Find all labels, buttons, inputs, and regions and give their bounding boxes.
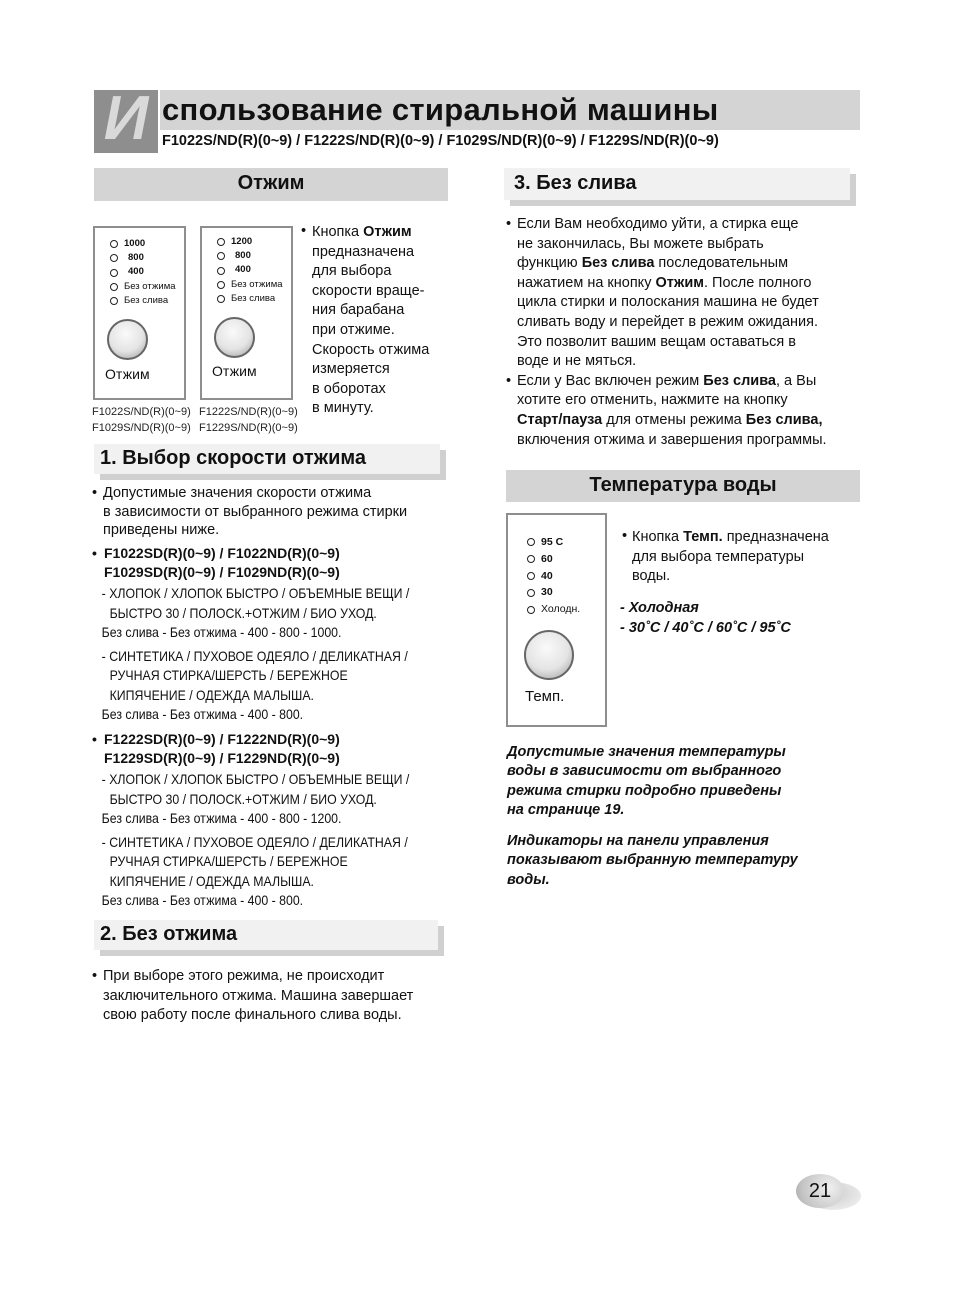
spin-button-label: Отжим: [105, 366, 150, 382]
led-indicator: 1200: [217, 235, 283, 249]
led-icon: [527, 606, 535, 614]
led-indicator: Холодн.: [527, 601, 580, 618]
led-indicator: Без слива: [110, 294, 176, 308]
led-indicator: 400: [110, 265, 176, 279]
no-drain-para-1: • Если Вам необходимо уйти, а стирка еще не закончилась, Вы можете выбрать функцию Без слива последовательным нажатием на кнопку Отжим. После полного цикла стирки и полоскания машина не будет сливать воду и перейдет в режим ожидания. Это позволит вашим вещам оставаться в воде и не мяться.: [506, 216, 819, 370]
led-icon: [110, 240, 118, 248]
led-icon: [527, 572, 535, 580]
led-icon: [217, 281, 225, 289]
temperature-banner-label: Температура воды: [589, 474, 777, 496]
bullet-icon: •: [506, 216, 512, 232]
program-list: - ХЛОПОК / ХЛОПОК БЫСТРО / ОБЪЕМНЫЕ ВЕЩИ / БЫСТРО 30 / ПОЛОСК.+ОТЖИМ / БИО УХОД. Без слива - Без отжима - 400 - 800 - 1000. - СИНТЕТИКА / ПУХОВОЕ ОДЕЯЛО / ДЕЛИКАТНАЯ / РУЧНАЯ СТИРКА/ШЕРСТЬ / БЕРЕЖНОЕ КИПЯЧЕНИЕ / ОДЕЖДА МАЛЫША. Без слива - Без отжима - 400 - 800.: [92, 584, 462, 725]
led-icon: [110, 283, 118, 291]
model-group-2: [92, 730, 462, 911]
led-indicator: 1000: [110, 237, 176, 251]
led-indicator: 800: [217, 249, 283, 263]
model-list: F1022S/ND(R)(0~9) / F1222S/ND(R)(0~9) / F1029S/ND(R)(0~9) / F1229S/ND(R)(0~9): [162, 133, 719, 149]
temperature-description: • Кнопка Темп. предназначена для выбора температуры воды.: [622, 528, 829, 584]
led-indicator: Без отжима: [217, 278, 283, 292]
section-heading-spin-speed: 1. Выбор скорости отжима: [94, 444, 440, 474]
model-group-title: • F1222SD(R)(0~9) / F1222ND(R)(0~9) F1229SD(R)(0~9) / F1229ND(R)(0~9): [92, 731, 340, 766]
page-title: спользование стиральной машины: [162, 92, 719, 127]
bullet-icon: •: [92, 545, 97, 561]
led-list: [110, 237, 176, 308]
spin-button[interactable]: [214, 317, 255, 358]
temperature-options: - Холодная - 30˚C / 40˚C / 60˚C / 95˚C: [620, 600, 791, 636]
led-icon: [110, 254, 118, 262]
led-indicator: 800: [110, 251, 176, 265]
spin-speed-intro: • Допустимые значения скорости отжима в зависимости от выбранного режима стирки приведены ниже.: [92, 485, 408, 539]
bullet-icon: •: [92, 968, 98, 984]
led-list: [527, 534, 580, 618]
led-icon: [110, 297, 118, 305]
led-list: [217, 235, 283, 306]
temperature-note-1: Допустимые значения температуры воды в зависимости от выбранного режима стирки подробно приведены на странице 19.: [507, 744, 786, 818]
led-icon: [527, 589, 535, 597]
spin-banner: [94, 168, 448, 201]
temperature-panel: [506, 513, 607, 727]
led-icon: [217, 238, 225, 246]
temperature-button[interactable]: [524, 630, 574, 680]
spin-button[interactable]: [107, 319, 148, 360]
bullet-icon: •: [92, 731, 97, 747]
speed-values: Без слива - Без отжима - 400 - 800 - 1200.: [101, 810, 342, 826]
speed-values: Без слива - Без отжима - 400 - 800 - 1000.: [101, 624, 342, 640]
led-indicator: 400: [217, 263, 283, 277]
led-indicator: 40: [527, 568, 580, 585]
title-initial: И: [103, 84, 149, 153]
temperature-button-label: Темп.: [525, 688, 565, 705]
spin-banner-label: Отжим: [237, 172, 305, 194]
led-icon: [527, 538, 535, 546]
bullet-icon: •: [92, 485, 98, 501]
led-icon: [527, 555, 535, 563]
no-drain-description: [506, 215, 876, 450]
section-heading-no-spin: 2. Без отжима: [94, 920, 438, 950]
panel-models: F1222S/ND(R)(0~9) F1229S/ND(R)(0~9): [199, 406, 298, 434]
spin-panel-2: [200, 226, 293, 400]
led-icon: [217, 295, 225, 303]
temperature-note-2: Индикаторы на панели управления показывают выбранную температуру воды.: [507, 833, 798, 888]
no-drain-para-2: • Если у Вас включен режим Без слива, а Вы хотите его отменить, нажмите на кнопку Старт/пауза для отмены режима Без слива, включения отжима и завершения программы.: [506, 372, 827, 448]
bullet-icon: •: [506, 372, 512, 389]
page-number: 21: [796, 1174, 844, 1208]
speed-values: Без слива - Без отжима - 400 - 800.: [101, 706, 304, 722]
led-icon: [110, 269, 118, 277]
spin-panel-1: [93, 226, 186, 400]
model-group-title: • F1022SD(R)(0~9) / F1022ND(R)(0~9) F1029SD(R)(0~9) / F1029ND(R)(0~9): [92, 545, 340, 580]
led-indicator: Без отжима: [110, 280, 176, 294]
led-indicator: 60: [527, 551, 580, 568]
spin-button-label: Отжим: [212, 363, 257, 379]
bullet-icon: •: [301, 223, 307, 239]
led-indicator: 30: [527, 584, 580, 601]
program-list: - ХЛОПОК / ХЛОПОК БЫСТРО / ОБЪЕМНЫЕ ВЕЩИ / БЫСТРО 30 / ПОЛОСК.+ОТЖИМ / БИО УХОД. Без слива - Без отжима - 400 - 800 - 1200. - СИНТЕТИКА / ПУХОВОЕ ОДЕЯЛО / ДЕЛИКАТНАЯ / РУЧНАЯ СТИРКА/ШЕРСТЬ / БЕРЕЖНОЕ КИПЯЧЕНИЕ / ОДЕЖДА МАЛЫША. Без слива - Без отжима - 400 - 800.: [92, 770, 462, 911]
panel-models: F1022S/ND(R)(0~9) F1029S/ND(R)(0~9): [92, 406, 191, 434]
led-icon: [217, 267, 225, 275]
model-group-1: [92, 544, 462, 725]
led-icon: [217, 252, 225, 260]
speed-values: Без слива - Без отжима - 400 - 800.: [101, 892, 304, 908]
section-heading-no-drain: 3. Без слива: [504, 168, 850, 200]
bullet-icon: •: [622, 528, 628, 544]
spin-description: • Кнопка Отжим предназначена для выбора скорости враще- ния барабана при отжиме. Скорость отжима измеряется в оборотах в минуту.: [301, 223, 430, 417]
temperature-banner: [506, 470, 860, 502]
no-spin-description: • При выборе этого режима, не происходит заключительного отжима. Машина завершает свою работу после финального слива воды.: [92, 968, 414, 1024]
led-indicator: Без слива: [217, 292, 283, 306]
led-indicator: 95 C: [527, 534, 580, 551]
